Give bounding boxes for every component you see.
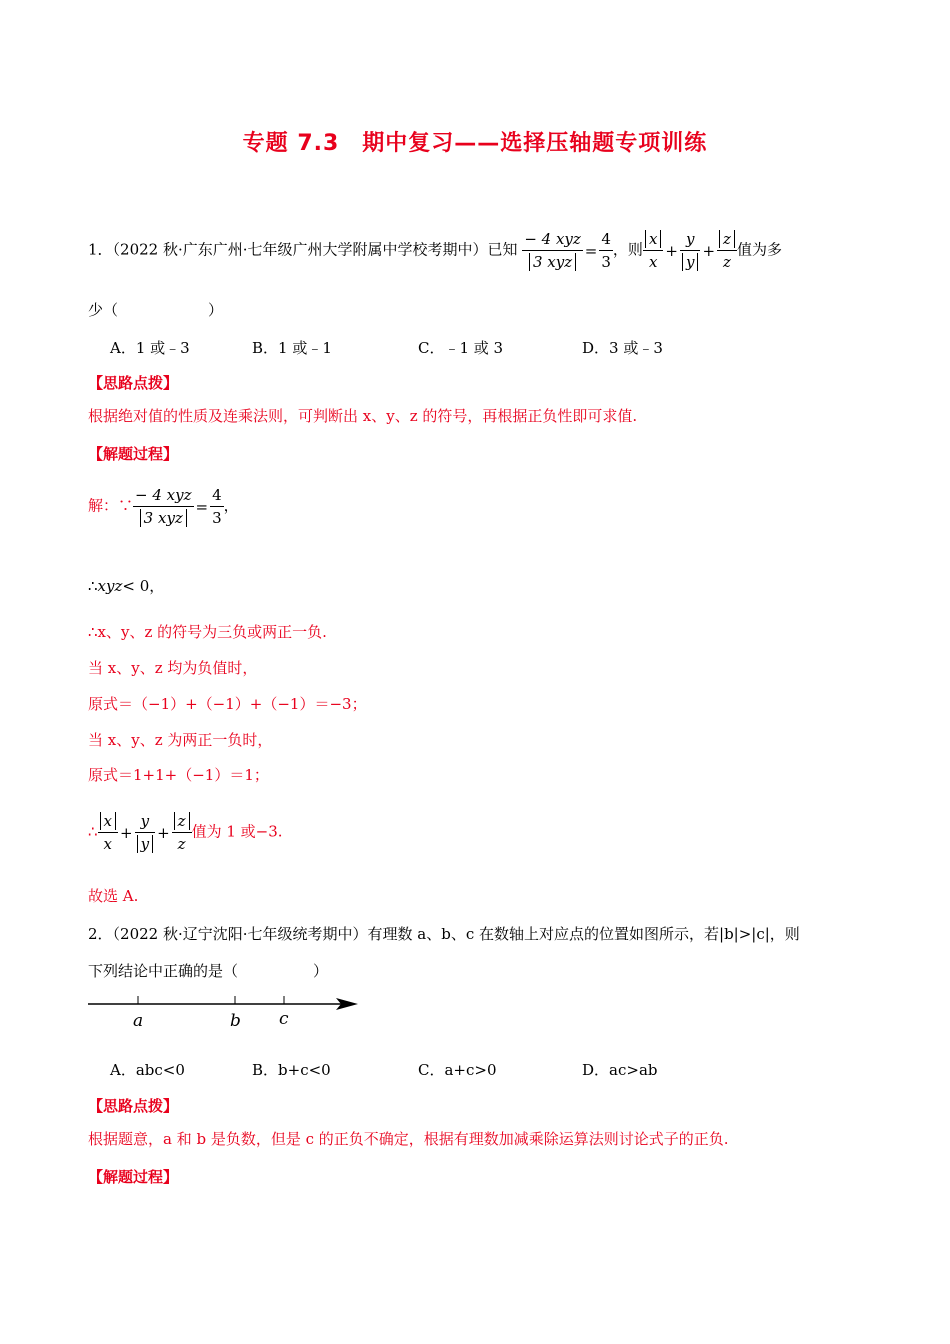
solution-comma: ，: [223, 496, 239, 515]
q2-option-c[interactable]: C．a+c>0: [418, 1061, 497, 1079]
q1-line-3: 原式＝（−1）+（−1）+（−1）＝−3；: [88, 695, 367, 713]
q1-solve-tag: 【解题过程】: [88, 445, 179, 463]
result-term-3: [172, 810, 192, 855]
given-fraction: [522, 228, 582, 273]
q1-answer: 故选 A.: [88, 887, 139, 905]
question-source: （2022 秋·广东广州·七年级广州大学附属中学校考期中）已知: [112, 240, 518, 259]
result-term-1-num: x: [100, 812, 116, 830]
term-2-den: y: [682, 253, 698, 271]
question-2-stem: [88, 924, 800, 944]
q1-line-5: 原式＝1+1+（−1）＝1；: [88, 766, 269, 784]
result-term-3-den: z: [177, 835, 186, 853]
given-denominator: 3 xyz: [529, 253, 576, 271]
label-a: a: [133, 1011, 144, 1031]
q2-option-d[interactable]: D．ac>ab: [582, 1061, 658, 1079]
solution-numerator: − 4 xyz: [133, 484, 193, 507]
term-1: [643, 228, 663, 273]
label-b: b: [230, 1011, 241, 1031]
q1-line-2: 当 x、y、z 均为负值时，: [88, 659, 258, 677]
step-xyz: xyz: [97, 577, 123, 595]
result-term-2-num: y: [135, 810, 155, 833]
rhs-numerator: 4: [599, 228, 613, 251]
q1-step-therefore: [88, 576, 164, 596]
q1-line-4: 当 x、y、z 为两正一负时，: [88, 731, 273, 749]
q1-option-b[interactable]: B．1 或﹣1: [252, 339, 332, 357]
equals-sign: =: [584, 241, 598, 260]
solution-rhs: [210, 484, 224, 529]
result-term-2-den: y: [137, 835, 153, 853]
q1-option-a[interactable]: A．1 或﹣3: [110, 339, 190, 357]
given-numerator: − 4 xyz: [522, 228, 582, 251]
therefore-symbol: ∴: [88, 577, 98, 595]
plus-sign: +: [157, 823, 170, 842]
q1-result: [88, 810, 283, 855]
solution-fraction: [133, 484, 193, 529]
then-text: ，则: [612, 240, 643, 259]
question-2-line2: 下列结论中正确的是（ ）: [88, 962, 329, 980]
result-term-2: [135, 810, 155, 855]
question-2-line1: （2022 秋·辽宁沈阳·七年级统考期中）有理数 a、b、c 在数轴上对应点的位置如图所示，若|b|>|c|，则: [112, 925, 800, 943]
result-term-1-den: x: [103, 835, 113, 853]
plus-sign: +: [665, 241, 678, 260]
q2-hint-tag: 【思路点拨】: [88, 1097, 179, 1115]
rhs-fraction: [599, 228, 613, 273]
rhs-denominator: 3: [601, 253, 611, 271]
ask-tail: 值为多: [736, 240, 782, 259]
q2-option-a[interactable]: A．abc<0: [110, 1061, 185, 1079]
solution-prefix: 解：∵: [88, 496, 134, 515]
term-1-den: x: [648, 253, 658, 271]
result-term-1: [98, 810, 118, 855]
solution-rhs-den: 3: [212, 509, 222, 527]
q1-line-1: ∴x、y、z 的符号为三负或两正一负.: [88, 623, 327, 641]
term-1-num: x: [645, 230, 661, 248]
q1-option-c[interactable]: C．﹣1 或 3: [418, 339, 504, 357]
result-prefix: ∴: [88, 822, 98, 841]
q1-option-d[interactable]: D．3 或﹣3: [582, 339, 663, 357]
equals-sign: =: [195, 497, 209, 516]
term-2: [680, 228, 700, 273]
term-2-num: y: [680, 228, 700, 251]
plus-sign: +: [702, 241, 716, 260]
number-line: [86, 990, 366, 1034]
q1-hint: 根据绝对值的性质及连乘法则，可判断出 x、y、z 的符号，再根据正负性即可求值.: [88, 407, 638, 425]
term-3: [717, 228, 737, 273]
q1-solution-first: [88, 484, 239, 529]
question-number: 2．: [88, 925, 113, 943]
result-tail: 值为 1 或−3.: [191, 822, 283, 841]
label-c: c: [279, 1009, 289, 1029]
page-title: 专题 7.3 期中复习——选择压轴题专项训练: [242, 131, 708, 156]
solution-denominator: 3 xyz: [140, 509, 187, 527]
q1-hint-tag: 【思路点拨】: [88, 374, 179, 392]
q2-solve-tag: 【解题过程】: [88, 1168, 179, 1186]
question-number: 1．: [88, 240, 113, 259]
plus-sign: +: [120, 823, 133, 842]
result-term-3-num: z: [174, 812, 190, 830]
step-ineq-tail: < 0，: [122, 577, 165, 595]
q2-option-b[interactable]: B．b+c<0: [252, 1061, 331, 1079]
question-1-line2: 少（ ）: [88, 301, 224, 319]
question-1-stem: [88, 228, 782, 273]
solution-rhs-num: 4: [210, 484, 224, 507]
q2-hint: 根据题意，a 和 b 是负数，但是 c 的正负不确定，根据有理数加减乘除运算法则讨论式子的正负.: [88, 1130, 729, 1148]
term-3-den: z: [723, 253, 731, 271]
term-3-num: z: [719, 230, 735, 248]
